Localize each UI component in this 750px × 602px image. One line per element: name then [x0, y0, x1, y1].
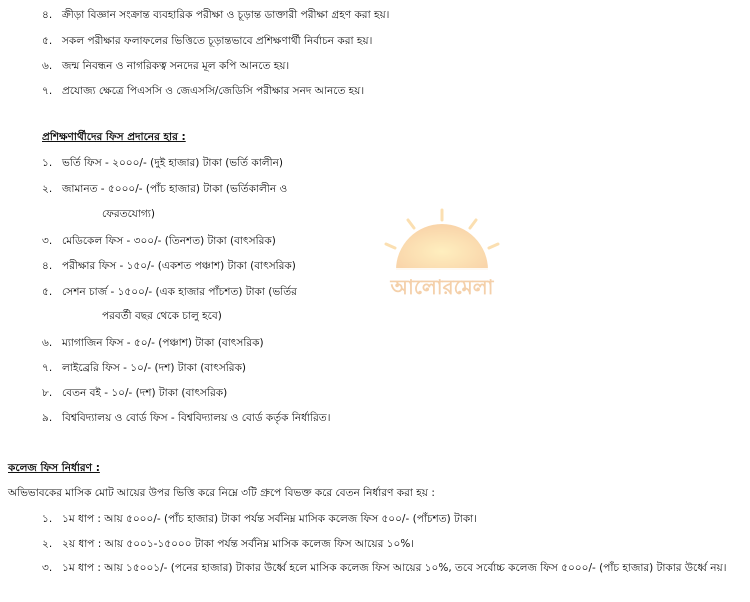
fee-item: জামানত - ৫০০০/- (পাঁচ হাজার) টাকা (ভর্তিকালীন ও — [62, 183, 288, 195]
fee-num: ৮. — [42, 387, 53, 399]
fee-item: পরীক্ষার ফিস - ১৫০/- (একশত পঞ্চাশ) টাকা (বাৎসরিক) — [62, 260, 296, 272]
req-num: ৭. — [42, 85, 53, 97]
college-step-num: ২. — [42, 538, 53, 550]
fees-heading: প্রশিক্ষণার্থীদের ফিস প্রদানের হার : — [42, 131, 186, 143]
fee-num: ৯. — [42, 412, 53, 424]
fee-item: লাইব্রেরি ফিস - ১০/- (দশ) টাকা (বাৎসরিক) — [62, 362, 247, 374]
fee-num: ১. — [42, 157, 53, 169]
fee-num: ৪. — [42, 260, 53, 272]
req-num: ৬. — [42, 60, 53, 72]
watermark-text: আলোরমেলা — [390, 275, 494, 299]
fee-num: ৫. — [42, 286, 53, 298]
req-item: ক্রীড়া বিজ্ঞান সংক্রান্ত ব্যবহারিক পরীক্ষা ও চূড়ান্ত ডাক্তারী পরীক্ষা গ্রহণ করা হয়। — [62, 9, 390, 21]
req-item: জন্ম নিবন্ধন ও নাগরিকত্ব সনদের মূল কপি আনতে হয়। — [62, 60, 290, 72]
college-step: ২য় ধাপ : আয় ৫০০১-১৫০০০ টাকা পর্যন্ত সর্বনিম্ন মাসিক কলেজ ফিস আয়ের ১০%। — [62, 538, 415, 550]
sun-logo-icon — [378, 208, 506, 308]
fee-item: ভর্তি ফিস - ২০০০/- (দুই হাজার) টাকা (ভর্তি কালীন) — [62, 157, 283, 169]
fee-num: ২. — [42, 183, 53, 195]
college-fee-intro: অভিভাবকের মাসিক মোট আয়ের উপর ভিত্তি করে নিম্নে ৩টি গ্রুপে বিভক্ত করে বেতন নির্ধারণ করা হয় : — [8, 487, 435, 499]
college-fee-heading: কলেজ ফিস নির্ধারণ : — [8, 462, 100, 474]
req-item: প্রযোজ্য ক্ষেত্রে পিএসসি ও জেএসসি/জেডিসি পরীক্ষার সনদ আনতে হয়। — [62, 85, 365, 97]
fee-num: ৬. — [42, 337, 53, 349]
req-item: সকল পরীক্ষার ফলাফলের ভিত্তিতে চূড়ান্তভাবে প্রশিক্ষণার্থী নির্বাচন করা হয়। — [62, 35, 373, 47]
watermark-logo — [378, 208, 506, 308]
fee-item: ম্যাগাজিন ফিস - ৫০/- (পঞ্চাশ) টাকা (বাৎসরিক) — [62, 337, 264, 349]
fee-num: ৭. — [42, 362, 53, 374]
fee-item: মেডিকেল ফিস - ৩০০/- (তিনশত) টাকা (বাৎসরিক) — [62, 235, 276, 247]
college-step-num: ৩. — [42, 562, 53, 574]
req-num: ৪. — [42, 9, 53, 21]
college-step: ১ম ধাপ : আয় ১৫০০১/- (পনের হাজার) টাকার উর্ধ্বে হলে মাসিক কলেজ ফিস আয়ের ১০%, তবে সর্বোচ্চ কলেজ ফিস ৫০০০/- (পাঁচ হাজার) টাকার উর্ধ্বে নয়। — [62, 562, 727, 574]
fee-item-continuation: ফেরতযোগ্য) — [102, 208, 155, 220]
college-step-num: ১. — [42, 513, 53, 525]
fee-item: সেশন চার্জ - ১৫০০/- (এক হাজার পাঁচশত) টাকা (ভর্তির — [62, 286, 297, 298]
fee-num: ৩. — [42, 235, 53, 247]
fee-item-continuation: পরবর্তী বছর থেকে চালু হবে) — [102, 310, 222, 322]
fee-item: বেতন বই - ১০/- (দশ) টাকা (বাৎসরিক) — [62, 387, 228, 399]
college-step: ১ম ধাপ : আয় ৫০০০/- (পাঁচ হাজার) টাকা পর্যন্ত সর্বনিম্ন মাসিক কলেজ ফিস ৫০০/- (পাঁচশত) টাকা। — [62, 513, 477, 525]
fee-item: বিশ্ববিদ্যালয় ও বোর্ড ফিস - বিশ্ববিদ্যালয় ও বোর্ড কর্তৃক নির্ধারিত। — [62, 412, 331, 424]
req-num: ৫. — [42, 35, 53, 47]
